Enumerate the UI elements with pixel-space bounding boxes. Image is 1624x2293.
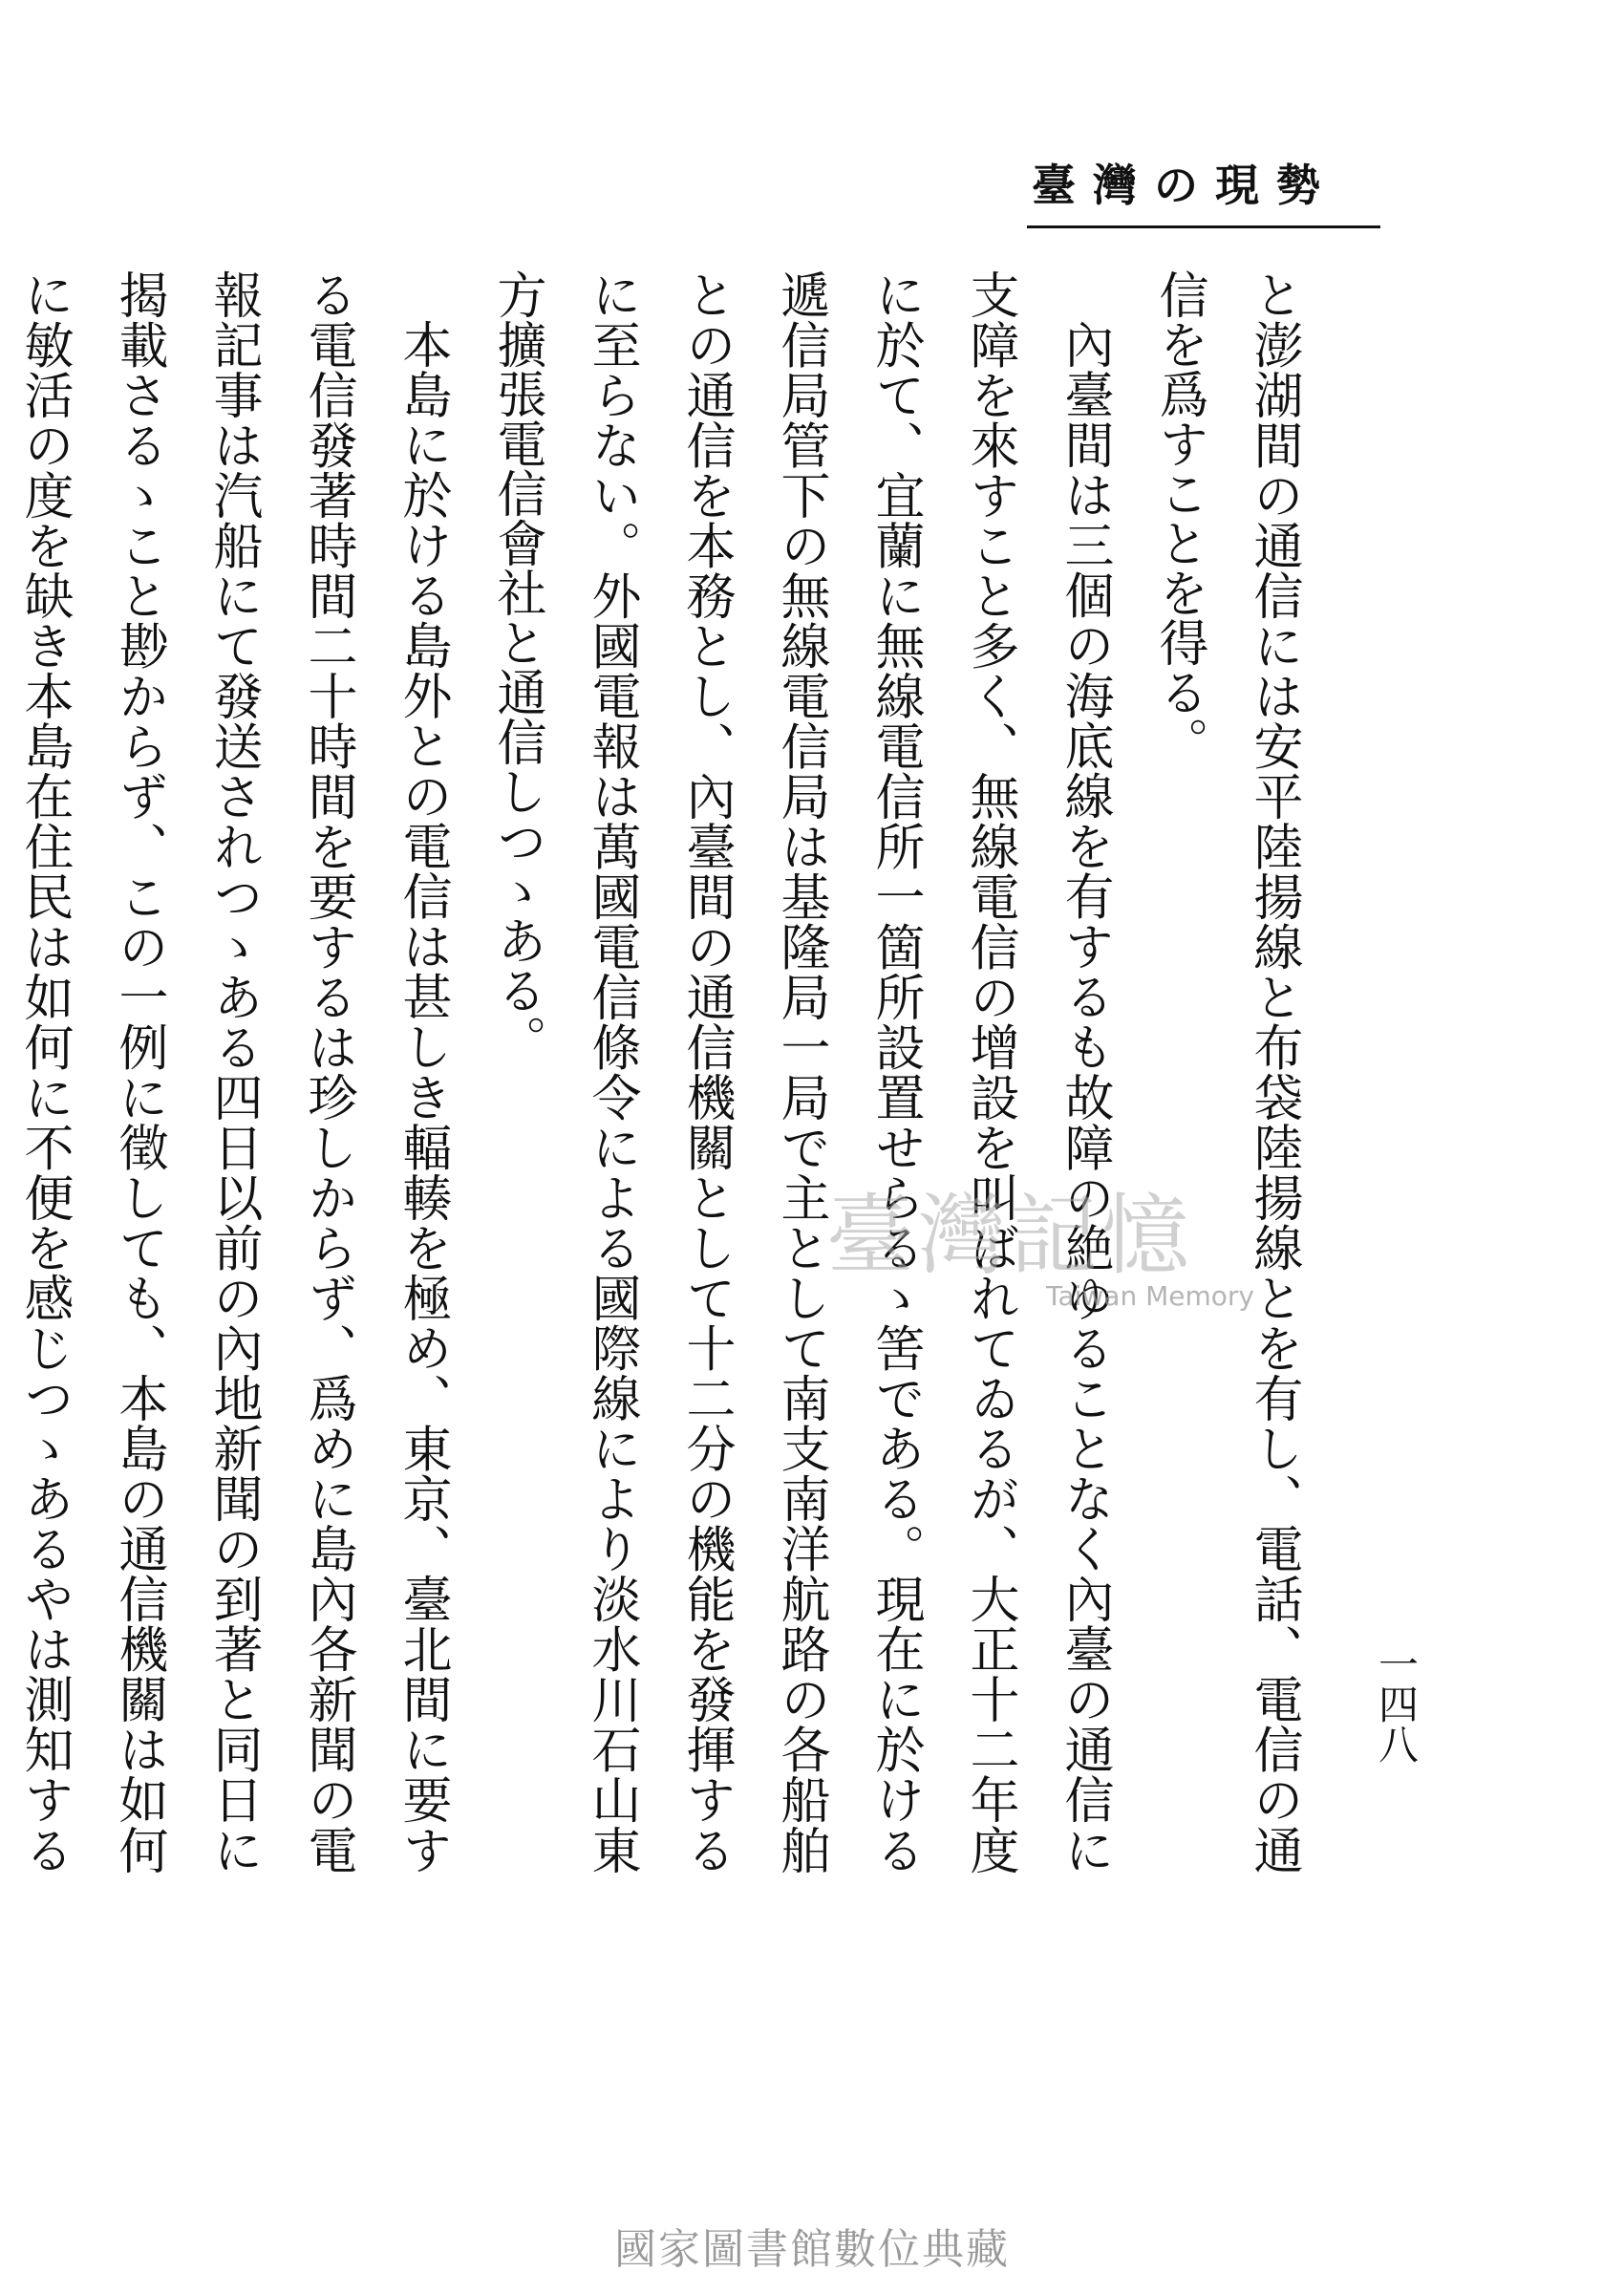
header-rule [1027, 225, 1380, 228]
watermark-subtitle: Taiwan Memory [1046, 1280, 1254, 1312]
paragraph-continuation: と澎湖間の通信には安平陸揚線と布袋陸揚線とを有し、電話、電信の通信を爲すことを得る。 [1150, 269, 1302, 1875]
library-footer: 國家圖書館數位典藏 [614, 2225, 1010, 2274]
watermark-logo: 臺灣記憶 [826, 1185, 1194, 1287]
page-number: 一四八 [1373, 1643, 1420, 1764]
paragraph-cable: 內臺間は三個の海底線を有するも故障の絶ゆることなく內臺の通信に支障を來すこと多く、無線電信の增設を叫ばれてゐるが、大正十二年度に於て、宜蘭に無線電信所一箇所設置せらるゝ筈である。現在に於ける遞信局管下の無線電信局は基隆局一局で主として南支南洋航路の各船舶との通信を本務とし、內臺間の通信機關として十二分の機能を發揮するに至らない。外國電報は萬國電信條令による國際線により淡水川石山東方擴張電信會社と通信しつゝある。 [488, 269, 1113, 1875]
body-text [0, 269, 1320, 1875]
running-title: 臺灣の現勢 [1032, 160, 1337, 211]
paragraph-telegram: 本島に於ける島外との電信は甚しき輻輳を極め、東京、臺北間に要する電信發著時間二十時間を要するは珍しからず、爲めに島內各新聞の電報記事は汽船にて發送されつゝある四日以前の內地新聞の到著と同日に揭載さるゝこと尠からず、この一例に徵しても、本島の通信機關は如何に敏活の度を缺き本島在住民は如何に不便を感じつゝあるやは測知する [15, 269, 451, 1875]
